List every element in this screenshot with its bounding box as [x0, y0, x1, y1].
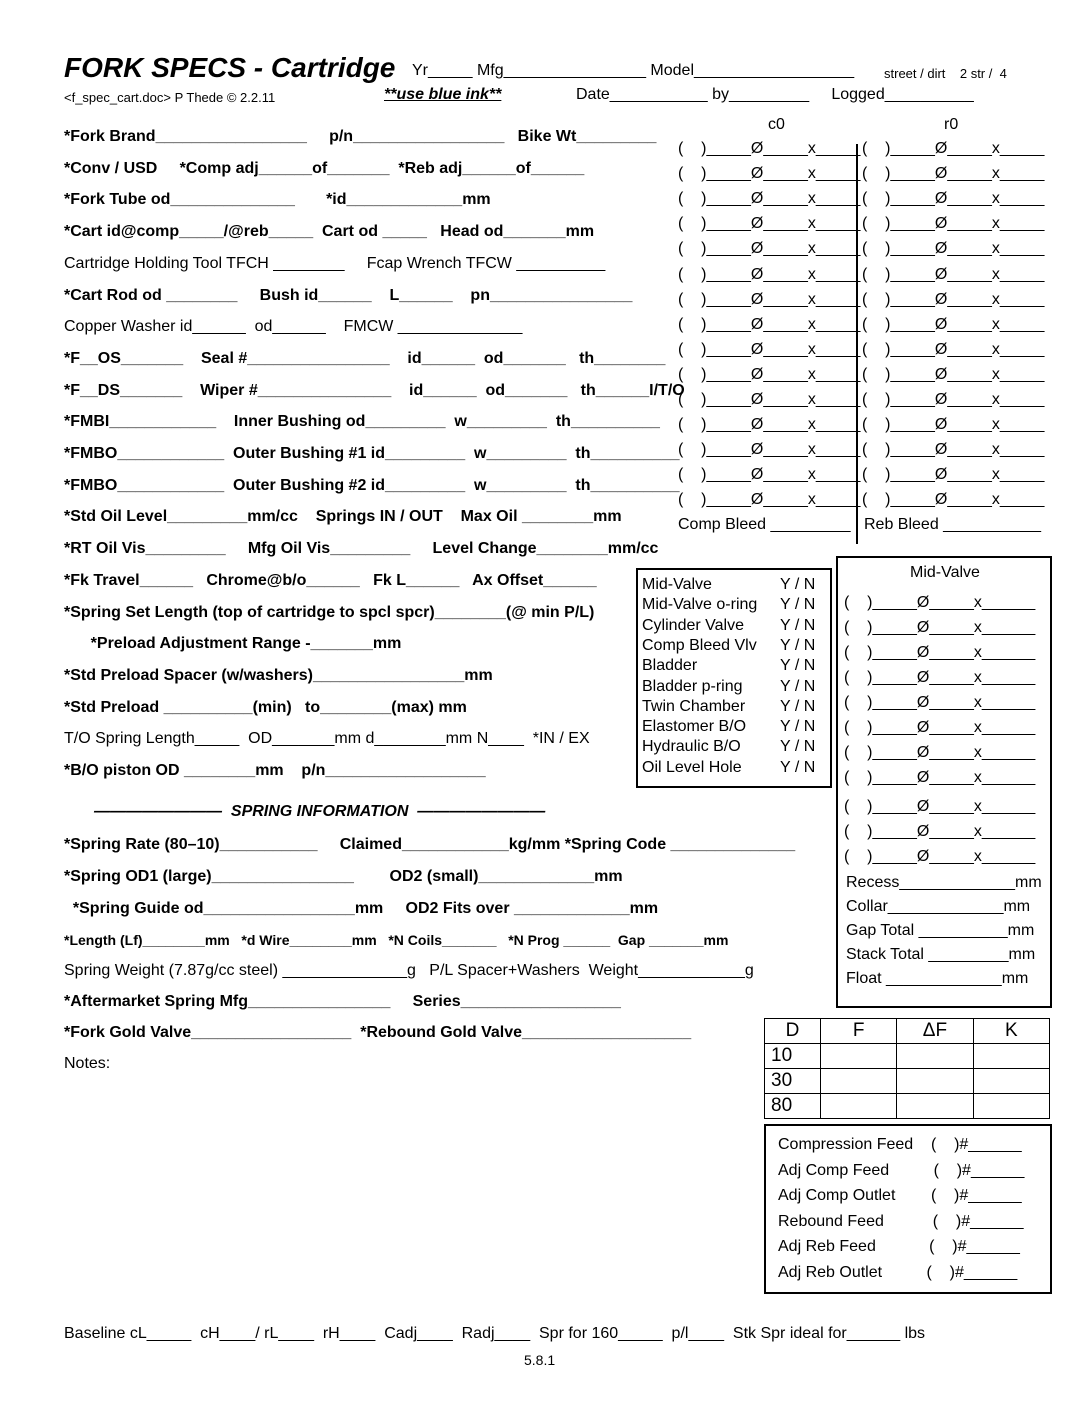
shim-row: ( )_____Ø_____x_____ [862, 491, 1045, 509]
shim-row: ( )_____Ø_____x______ [844, 769, 1036, 786]
reb-bleed-field: Reb Bleed ___________ [864, 516, 1042, 533]
shim-row: ( )_____Ø_____x______ [844, 719, 1036, 736]
deflection-cell: 10 [765, 1044, 821, 1069]
feed-field: Adj Comp Feed ( )#______ [778, 1161, 1025, 1179]
shim-row: ( )_____Ø_____x_____ [862, 340, 1045, 358]
mid-valve-title: Mid-Valve [910, 564, 980, 581]
entry-cell[interactable] [820, 1094, 896, 1119]
yes-no-option: Y / N [780, 596, 816, 614]
shim-row: ( )_____Ø_____x_____ [678, 215, 861, 233]
feed-field: Compression Feed ( )#______ [778, 1136, 1022, 1153]
shim-row: ( )_____Ø_____x______ [844, 694, 1036, 711]
mid-valve-measure: Float _____________mm [846, 970, 1029, 987]
header-f: F [820, 1019, 896, 1044]
spring-row: *Spring Guide od_________________mm OD2 Fits over _____________mm [64, 900, 659, 917]
spring-row: *Aftermarket Spring Mfg________________ Series__________________ [64, 993, 621, 1010]
shim-row: ( )_____Ø_____x_____ [862, 140, 1045, 157]
shim-row: ( )_____Ø_____x_____ [678, 441, 861, 459]
form-row: *B/O piston OD ________mm p/n__________________ [64, 762, 486, 779]
yes-no-option: Y / N [780, 677, 816, 695]
spring-row: *Spring OD1 (large)________________ OD2 (small)_____________mm [64, 868, 623, 885]
shim-row: ( )_____Ø_____x_____ [678, 391, 861, 408]
header-d: D [765, 1019, 821, 1044]
form-row: *RT Oil Vis_________ Mfg Oil Vis_________ Level Change________mm/cc [64, 540, 659, 558]
feed-field: Adj Reb Outlet ( )#______ [778, 1264, 1018, 1281]
checklist-label: Comp Bleed Vlv [642, 636, 757, 654]
table-header-row [765, 1019, 1050, 1044]
shim-row: ( )_____Ø_____x_____ [862, 190, 1045, 208]
yes-no-option: Y / N [780, 738, 816, 756]
form-row: *FMBO____________ Outer Bushing #1 id_________ w_________ th__________ [64, 445, 680, 462]
mid-valve-measure: Stack Total _________mm [846, 946, 1036, 963]
form-row: *Spring Set Length (top of cartridge to spcl spcr)________(@ min P/L) [64, 603, 595, 621]
shim-row: ( )_____Ø_____x_____ [862, 441, 1045, 459]
table-row [765, 1094, 1050, 1119]
entry-cell[interactable] [973, 1044, 1049, 1069]
shim-row: ( )_____Ø_____x_____ [862, 215, 1045, 233]
form-title: FORK SPECS - Cartridge [64, 52, 396, 83]
form-row: *F__DS_______ Wiper #_______________ id______ od_______ th______I/T/O [64, 381, 685, 399]
form-row: T/O Spring Length_____ OD_______mm d________mm N____ *IN / EX [64, 730, 590, 748]
checklist-label: Twin Chamber [642, 697, 746, 715]
version-number: 5.8.1 [524, 1352, 556, 1368]
shim-row: ( )_____Ø_____x_____ [678, 265, 861, 283]
baseline-fields: Baseline cL_____ cH____/ rL____ rH____ Cadj____ Radj____ Spr for 160_____ p/l____ Stk Spr ideal for______ lbs [64, 1325, 926, 1342]
table-row [765, 1044, 1050, 1069]
shim-row: ( )_____Ø_____x_____ [862, 290, 1045, 308]
shim-row: ( )_____Ø_____x______ [844, 823, 1036, 840]
shim-row: ( )_____Ø_____x_____ [862, 466, 1045, 484]
shim-row: ( )_____Ø_____x______ [844, 619, 1036, 636]
mid-valve-measure: Collar_____________mm [846, 898, 1031, 915]
deflection-cell: 80 [765, 1094, 821, 1119]
shim-row: ( )_____Ø_____x_____ [862, 315, 1045, 333]
shim-row: ( )_____Ø_____x_____ [862, 165, 1045, 183]
form-row: *Conv / USD *Comp adj______of_______ *Reb adj______of______ [64, 159, 585, 177]
form-row: *Fk Travel______ Chrome@b/o______ Fk L______ Ax Offset______ [64, 571, 597, 589]
shim-row: ( )_____Ø_____x_____ [862, 265, 1045, 283]
entry-cell[interactable] [820, 1069, 896, 1094]
form-row: *FMBO____________ Outer Bushing #2 id_________ w_________ th__________ [64, 476, 680, 494]
entry-cell[interactable] [897, 1094, 973, 1119]
yes-no-option: Y / N [780, 758, 816, 776]
spring-rate-table [764, 1018, 1050, 1119]
form-row: Copper Washer id______ od______ FMCW ______________ [64, 318, 523, 336]
shim-row: ( )_____Ø_____x______ [844, 848, 1036, 865]
shim-row: ( )_____Ø_____x______ [844, 798, 1036, 815]
table-row [765, 1069, 1050, 1094]
shim-row: ( )_____Ø_____x_____ [678, 340, 861, 358]
shim-row: ( )_____Ø_____x_____ [678, 491, 861, 509]
feed-field: Adj Comp Outlet ( )#______ [778, 1187, 1022, 1205]
feed-field: Adj Reb Feed ( )#______ [778, 1238, 1020, 1256]
shim-row: ( )_____Ø_____x______ [844, 669, 1036, 686]
blue-ink-note: **use blue ink** [384, 86, 502, 103]
form-row: *Fork Brand_________________ p/n_________________ Bike Wt_________ [64, 128, 657, 145]
shim-row: ( )_____Ø_____x_____ [678, 466, 861, 484]
feed-field: Rebound Feed ( )#______ [778, 1212, 1024, 1230]
comp-bleed-field: Comp Bleed _________ [678, 516, 851, 533]
form-row: *FMBI____________ Inner Bushing od_________ w_________ th__________ [64, 413, 660, 431]
checklist-label: Mid-Valve o-ring [642, 596, 758, 614]
checklist-label: Hydraulic B/O [642, 738, 741, 756]
spring-row: Notes: [64, 1055, 111, 1072]
mid-valve-measure: Recess_____________mm [846, 874, 1042, 891]
date-by-logged-fields: Date___________ by_________ Logged__________ [576, 86, 974, 103]
entry-cell[interactable] [973, 1094, 1049, 1119]
c0-label: c0 [768, 116, 785, 133]
form-row: *Cart Rod od ________ Bush id______ L______ pn________________ [64, 286, 633, 304]
yes-no-option: Y / N [780, 697, 816, 715]
yes-no-option: Y / N [780, 576, 816, 593]
form-row: *Std Oil Level_________mm/cc Springs IN / OUT Max Oil ________mm [64, 508, 622, 526]
entry-cell[interactable] [820, 1044, 896, 1069]
spring-row: *Spring Rate (80–10)___________ Claimed____________kg/mm *Spring Code ______________ [64, 836, 796, 853]
form-row: *Std Preload Spacer (w/washers)_________________mm [64, 666, 493, 684]
shim-row: ( )_____Ø_____x_____ [678, 190, 861, 208]
shim-row: ( )_____Ø_____x______ [844, 594, 1036, 611]
r0-label: r0 [944, 116, 959, 133]
shim-row: ( )_____Ø_____x______ [844, 644, 1036, 661]
shim-row: ( )_____Ø_____x_____ [678, 365, 861, 383]
header-k: K [973, 1019, 1049, 1044]
spring-row: *Length (Lf)________mm *d Wire________mm *N Coils_______ *N Prog ______ Gap _______mm [64, 932, 729, 948]
shim-row: ( )_____Ø_____x_____ [862, 240, 1045, 258]
shim-row: ( )_____Ø_____x_____ [678, 240, 861, 258]
shim-row: ( )_____Ø_____x_____ [862, 391, 1045, 408]
street-dirt-options: street / dirt 2 str / 4 [884, 66, 1007, 81]
entry-cell[interactable] [973, 1069, 1049, 1094]
form-row: *Cart id@comp_____/@reb_____ Cart od _____ Head od_______mm [64, 223, 595, 241]
mid-valve-measure: Gap Total __________mm [846, 922, 1035, 939]
yes-no-option: Y / N [780, 636, 816, 654]
shim-row: ( )_____Ø_____x_____ [678, 140, 861, 157]
document-reference: <f_spec_cart.doc> P Thede © 2.2.11 [64, 90, 276, 105]
checklist-label: Mid-Valve [642, 576, 712, 593]
form-row: *Fork Tube od______________ *id_____________mm [64, 191, 491, 209]
checklist-label: Bladder p-ring [642, 677, 743, 695]
entry-cell[interactable] [897, 1069, 973, 1094]
shim-row: ( )_____Ø_____x_____ [678, 315, 861, 333]
form-row: Cartridge Holding Tool TFCH ________ Fcap Wrench TFCW __________ [64, 254, 606, 272]
spring-information-header: ———————— SPRING INFORMATION ———————— [94, 803, 546, 820]
shim-row: ( )_____Ø_____x_____ [678, 416, 861, 434]
vehicle-fields: Yr_____ Mfg________________ Model__________________ [412, 62, 855, 79]
form-row: *Std Preload __________(min) to________(max) mm [64, 698, 467, 716]
yes-no-option: Y / N [780, 616, 816, 634]
yes-no-option: Y / N [780, 718, 816, 736]
form-row: *F__OS_______ Seal #________________ id______ od_______ th________ [64, 349, 666, 367]
deflection-cell: 30 [765, 1069, 821, 1094]
shim-row: ( )_____Ø_____x_____ [862, 365, 1045, 383]
checklist-label: Cylinder Valve [642, 616, 744, 634]
checklist-label: Oil Level Hole [642, 758, 742, 776]
spring-row: *Fork Gold Valve__________________ *Rebound Gold Valve___________________ [64, 1024, 692, 1041]
entry-cell[interactable] [897, 1044, 973, 1069]
spring-row: Spring Weight (7.87g/cc steel) ______________g P/L Spacer+Washers Weight____________g [64, 962, 754, 979]
yes-no-option: Y / N [780, 657, 816, 675]
shim-row: ( )_____Ø_____x_____ [862, 416, 1045, 434]
shim-row: ( )_____Ø_____x______ [844, 744, 1036, 761]
form-row: *Preload Adjustment Range -_______mm [64, 635, 402, 653]
shim-row: ( )_____Ø_____x_____ [678, 290, 861, 308]
checklist-label: Bladder [642, 657, 698, 675]
header-delta-f: ΔF [897, 1019, 973, 1044]
checklist-label: Elastomer B/O [642, 718, 747, 736]
shim-row: ( )_____Ø_____x_____ [678, 165, 861, 183]
